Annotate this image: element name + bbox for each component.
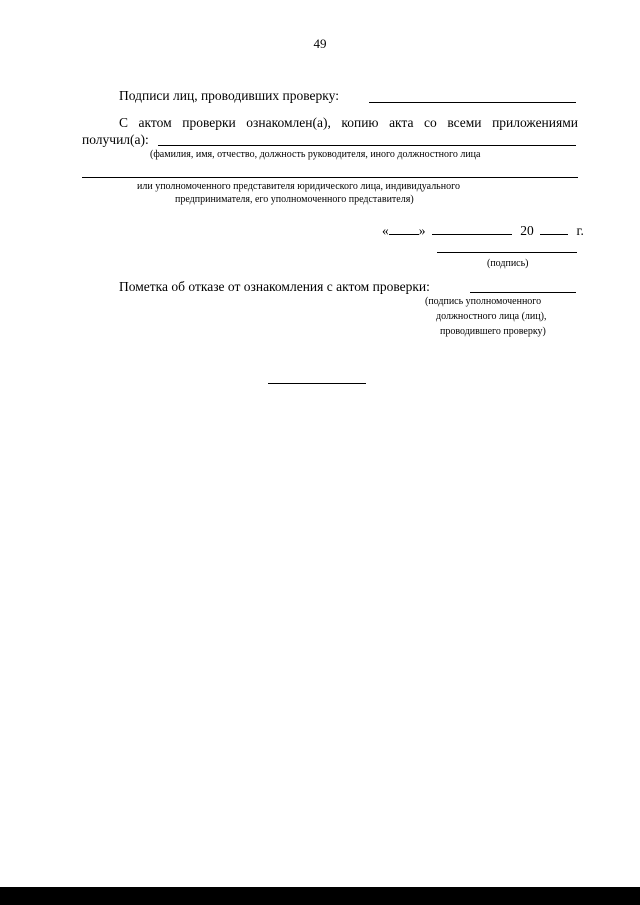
signatures-label: Подписи лиц, проводивших проверку: — [119, 88, 339, 103]
day-blank — [389, 222, 419, 235]
page-number: 49 — [313, 36, 327, 51]
recipient-hint-line-2: или уполномоченного представителя юридического лица, индивидуального — [137, 181, 460, 192]
year-suffix: г. — [576, 223, 584, 238]
date-row — [382, 222, 584, 239]
scan-bottom-bar — [0, 887, 640, 905]
month-blank — [432, 222, 512, 235]
recipient-hint-line-1: (фамилия, имя, отчество, должность руководителя, иного должностного лица — [150, 149, 481, 160]
signature-hint: (подпись) — [487, 258, 529, 269]
date-close-quote: » — [418, 223, 426, 238]
recipient-blank-line — [158, 145, 576, 146]
refusal-hint-line-2: должностного лица (лиц), — [436, 311, 547, 322]
acquaintance-statement: С актом проверки ознакомлен(а), копию акта со всеми приложениями получил(а): — [82, 115, 578, 147]
signature-blank-line — [437, 252, 577, 253]
refusal-blank-line — [470, 292, 576, 293]
refusal-hint-line-1: (подпись уполномоченного — [425, 296, 542, 307]
signatures-blank-line — [369, 102, 576, 103]
year-prefix: 20 — [520, 223, 534, 238]
date-open-quote: « — [382, 223, 389, 238]
recipient-hint-line-3: предпринимателя, его уполномоченного представителя) — [175, 194, 414, 205]
recipient-blank-line-2 — [82, 177, 578, 178]
end-separator — [268, 383, 366, 384]
year-blank — [540, 222, 568, 235]
refusal-label: Пометка об отказе от ознакомления с актом проверки: — [119, 279, 430, 294]
refusal-hint-line-3: проводившего проверку) — [440, 326, 546, 337]
